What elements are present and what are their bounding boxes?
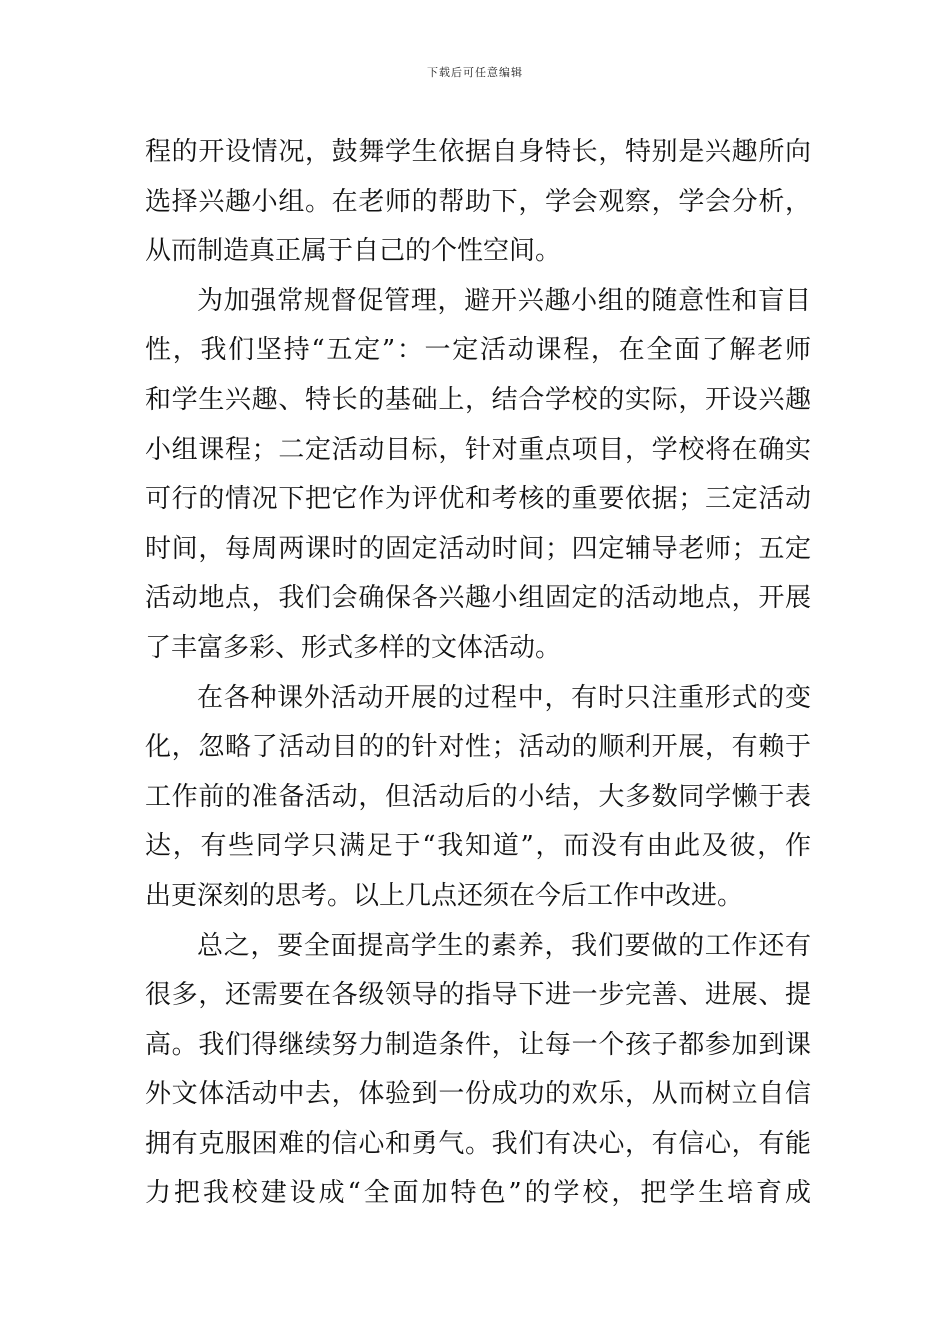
document-body xyxy=(145,128,811,1219)
paragraph-4-line-1: 总之，要全面提高学生的素养，我们要做的工作还有 xyxy=(197,930,811,961)
paragraph-3-line-2: 化，忽略了活动目的的针对性；活动的顺利开展，有赖于 xyxy=(145,732,811,763)
paragraph-1-line-1: 程的开设情况，鼓舞学生依据自身特长，特别是兴趣所向 xyxy=(145,137,811,167)
paragraph-1-line-2: 选择兴趣小组。在老师的帮助下，学会观察，学会分析， xyxy=(145,186,811,217)
paragraph-4-line-2: 很多，还需要在各级领导的指导下进一步完善、进展、提 xyxy=(145,980,811,1011)
paragraph-2-line-2: 性，我们坚持“五定”：一定活动课程，在全面了解老师 xyxy=(145,335,811,366)
paragraph-3-line-1: 在各种课外活动开展的过程中，有时只注重形式的变 xyxy=(197,682,811,713)
paragraph-3-line-4: 达，有些同学只满足于“我知道”，而没有由此及彼，作 xyxy=(145,831,811,862)
paragraph-4-line-6: 力把我校建设成“全面加特色”的学校，把学生培育成 xyxy=(145,1178,811,1209)
paragraph-2-line-4: 小组课程；二定活动目标，针对重点项目，学校将在确实 xyxy=(145,434,811,465)
paragraph-2-line-8: 了丰富多彩、形式多样的文体活动。 xyxy=(145,632,562,663)
page-header: 下载后可任意编辑 xyxy=(427,66,523,79)
paragraph-1-line-3: 从而制造真正属于自己的个性空间。 xyxy=(145,236,562,267)
paragraph-4-line-3: 高。我们得继续努力制造条件，让每一个孩子都参加到课 xyxy=(145,1029,811,1060)
paragraph-2-line-7: 活动地点，我们会确保各兴趣小组固定的活动地点，开展 xyxy=(145,583,811,614)
paragraph-4-line-5: 拥有克服困难的信心和勇气。我们有决心，有信心，有能 xyxy=(145,1128,811,1159)
paragraph-3-line-5: 出更深刻的思考。以上几点还须在今后工作中改进。 xyxy=(145,880,744,911)
paragraph-2-line-5: 可行的情况下把它作为评优和考核的重要依据；三定活动 xyxy=(145,484,811,515)
paragraph-2-line-3: 和学生兴趣、特长的基础上，结合学校的实际，开设兴趣 xyxy=(145,384,811,415)
paragraph-2-line-6: 时间，每周两课时的固定活动时间；四定辅导老师；五定 xyxy=(145,533,811,564)
paragraph-3-line-3: 工作前的准备活动，但活动后的小结，大多数同学懒于表 xyxy=(145,781,811,812)
paragraph-4-line-4: 外文体活动中去，体验到一份成功的欢乐，从而树立自信 xyxy=(145,1079,811,1110)
paragraph-2-line-1: 为加强常规督促管理，避开兴趣小组的随意性和盲目 xyxy=(197,285,811,316)
